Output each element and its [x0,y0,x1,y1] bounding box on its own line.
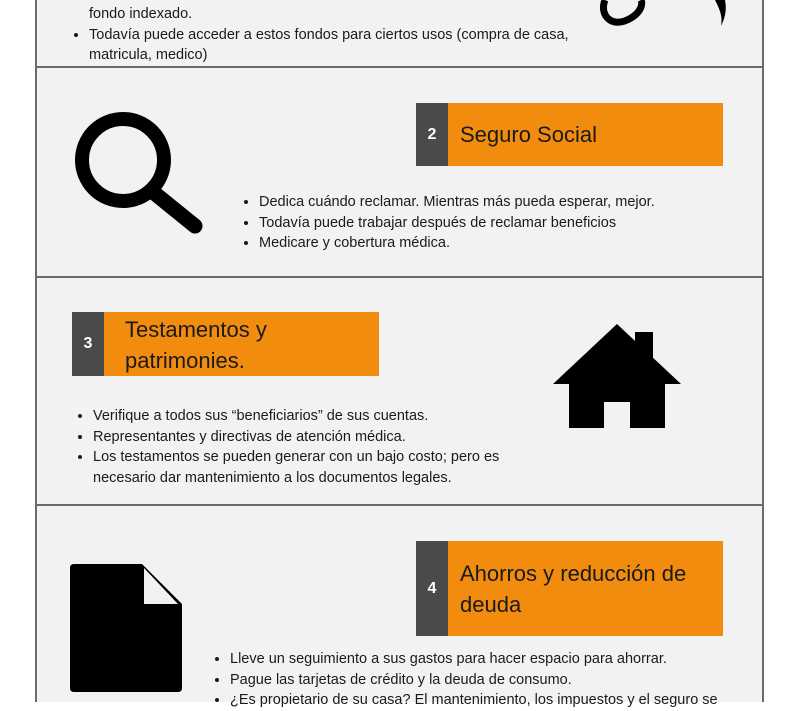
section-social-security [37,68,762,276]
infographic-frame [35,0,764,708]
section2-bullet: • Todavía puede trabajar después de reclamar beneficios [259,213,729,234]
section2-bullet: • Medicare y cobertura médica. [259,233,729,254]
section4-banner [416,541,723,636]
section4-bullet: • ¿Es propietario de su casa? El mantenimiento, los impuestos y el seguro se [230,690,750,711]
section3-bullet: • Los testamentos se pueden generar con un bajo costo; pero es necesario dar mantenimiento a los documentos legales. [93,447,533,488]
section4-number: 4 [416,541,448,636]
house-icon [553,322,681,430]
section3-bullet-list [73,406,533,488]
section3-bullet: • Representantes y directivas de atención médica. [93,427,533,448]
section2-bullet: • Dedica cuándo reclamar. Mientras más pueda esperar, mejor. [259,192,729,213]
section3-banner [72,312,379,376]
section2-bullet-list [239,192,729,254]
section4-bullet: • Lleve un seguimiento a sus gastos para hacer espacio para ahorrar. [230,649,750,670]
section2-title: Seguro Social [460,122,597,147]
section3-bullet: • Verifique a todos sus “beneficiarios” de sus cuentas. [93,406,533,427]
section1-bullet: fondo indexado. [89,6,193,22]
section4-title: Ahorros y reducción de deuda [460,560,687,617]
document-icon [68,564,184,694]
search-icon [73,110,203,234]
section1-bullet: • Todavía puede acceder a estos fondos para ciertos usos (compra de casa, matricula, medico) [89,25,599,66]
section4-bullet: • Pague las tarjetas de crédito y la deuda de consumo. [230,670,750,691]
section3-number: 3 [72,312,104,376]
section-savings-debt [37,506,762,708]
section-wills-estate [37,278,762,504]
section-retirement-funds [37,0,762,66]
section2-number: 2 [416,103,448,166]
section3-title: Testamentos y patrimonies. [125,317,267,373]
section2-banner [416,103,723,166]
piggy-bank-icon [597,0,737,30]
section1-bullet-list [69,4,599,66]
section4-bullet-list [210,649,750,711]
